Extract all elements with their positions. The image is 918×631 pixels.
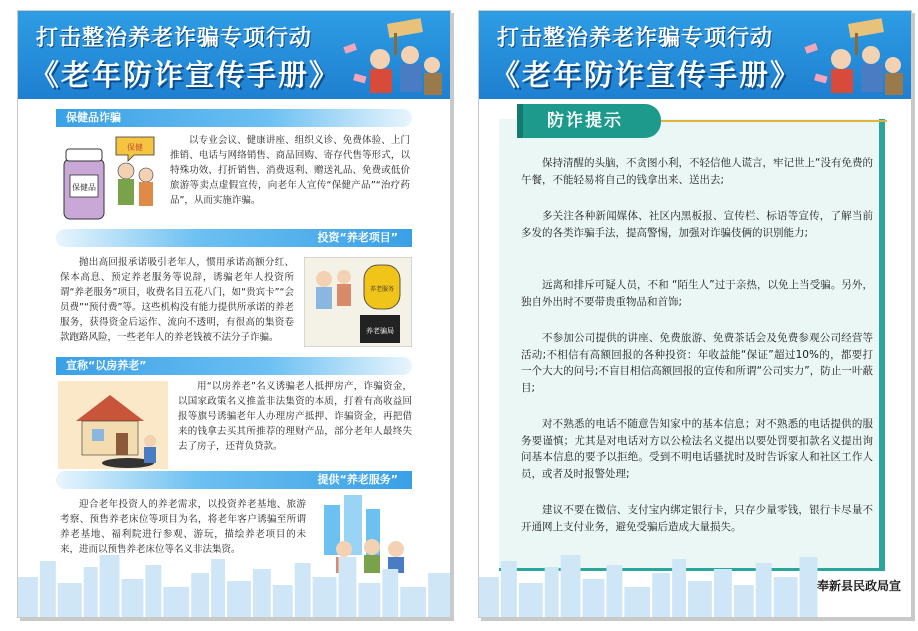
tips-tab-title: 防诈提示 bbox=[517, 104, 661, 138]
trap-label: 养老骗局 bbox=[366, 327, 394, 335]
section-body-house-pension: 用“以房养老”名义诱骗老人抵押房产，诈骗资金，以国家政策名义推盖非法集资的本质，打着有高收益回报等旗号诱骗老年人办理房产抵押、诈骗资金，再把借来的钱拿去买其所推荐的理财产品，部分老年人最终失去了房子，还背负贷款。 bbox=[178, 381, 412, 452]
section-title-house-pension: 宣称“以房养老” bbox=[56, 357, 412, 375]
right-page bbox=[478, 10, 912, 618]
house-pension-illustration bbox=[58, 381, 168, 469]
section-title-health-products: 保健品诈骗 bbox=[56, 109, 412, 127]
section-body-investment: 抛出高回报承诺吸引老年人，惯用承诺高额分红、保本高息、预定养老服务等说辞，诱骗老年人投资所谓“养老服务”项目，收费名目五花八门，如“贵宾卡”“会员费”“预付费”等。这些机构没有能力提供所承诺的养老服务，获得资金后运作、流向不透明，有很高的集资卷款跑路风险，一些老年人的养老钱被不法分子诈骗。 bbox=[60, 257, 294, 343]
tip-item: 不参加公司提供的讲座、免费旅游、免费茶话会及免费参观公司经营等活动;不相信有高额回报的各种投资：年收益能“保证”超过10%的，都要打一个大大的问号;不盲目相信高额回报的宣传和所谓“公司实力”，防止一叶蔽目; bbox=[521, 332, 873, 394]
section-title-pension-service: 提供“养老服务” bbox=[56, 471, 412, 489]
tip-item: 远离和排斥可疑人员，不和 “陌生人”过于亲热，以免上当受骗。另外，独自外出时不要带贵重物品和首饰; bbox=[521, 279, 873, 308]
health-products-illustration bbox=[58, 135, 158, 227]
banner-title-line1: 打击整治养老诈骗专项行动 bbox=[36, 26, 313, 51]
tip-item: 对不熟悉的电话不随意告知家中的基本信息；对不熟悉的电话提供的服务要谨慎；尤其是对电话对方以公检法名义提出以要处罚要扣款名义提出询问基本信息的要予以拒绝。受到不明电话骚扰时及时告诉家人和社区工作人员，或者及时报警处理; bbox=[521, 418, 873, 480]
investment-trap-illustration bbox=[304, 257, 412, 347]
banner-scam-illustration bbox=[791, 15, 911, 99]
left-skyline-decoration bbox=[18, 547, 450, 617]
section-title-investment: 投资“养老项目” bbox=[56, 229, 412, 247]
signature: 奉新县民政局宣 bbox=[816, 579, 901, 593]
tip-item: 多关注各种新闻媒体、社区内黑板报、宣传栏、标语等宣传，了解当前多发的各类诈骗手法，提高警惕，加强对诈骗伎俩的识别能力; bbox=[521, 210, 873, 239]
tips-tab-underline bbox=[661, 120, 887, 122]
pill-bottle-label: 保健品 bbox=[72, 183, 96, 192]
character-label: 养老服务 bbox=[369, 286, 395, 293]
tip-item: 建议不要在微信、支付宝内绑定银行卡，只存少量零钱，银行卡尽量不开通网上支付业务，避免受骗后造成大量损失。 bbox=[521, 504, 873, 533]
banner-scam-illustration bbox=[330, 15, 450, 99]
speech-bubble-text: 保健 bbox=[127, 143, 143, 152]
left-page bbox=[17, 10, 451, 618]
right-banner bbox=[479, 11, 911, 99]
section-body-health-products: 以专业会议、健康讲座、组织义诊、免费体验、上门推销、电话与网络销售、商品回购、寄存代售等形式，以特殊功效、打折销售、消费返利、赠送礼品、免费或低价旅游等卖点虚假宣传，向老年人宣传“保健产品”“治疗药品”，从而实施诈骗。 bbox=[170, 135, 410, 206]
tip-item: 保持清醒的头脑，不贪图小利，不轻信他人谎言，牢记世上“没有免费的午餐，不能轻易将自己的钱拿出来、送出去; bbox=[521, 157, 873, 186]
left-banner bbox=[18, 11, 450, 99]
banner-title-line2: 《老年防诈宣传手册》 bbox=[491, 58, 802, 92]
banner-title-line1: 打击整治养老诈骗专项行动 bbox=[497, 26, 774, 51]
banner-title-line2: 《老年防诈宣传手册》 bbox=[30, 58, 341, 92]
section-body-pension-service: 迎合老年投资人的养老需求，以投资养老基地、旅游考察、预售养老床位等项目为名，将老年客户诱骗至所谓养老基地、福利院进行参观、游玩，描绘养老项目的未来，进而以预售养老床位等名义非法集资。 bbox=[60, 499, 306, 555]
